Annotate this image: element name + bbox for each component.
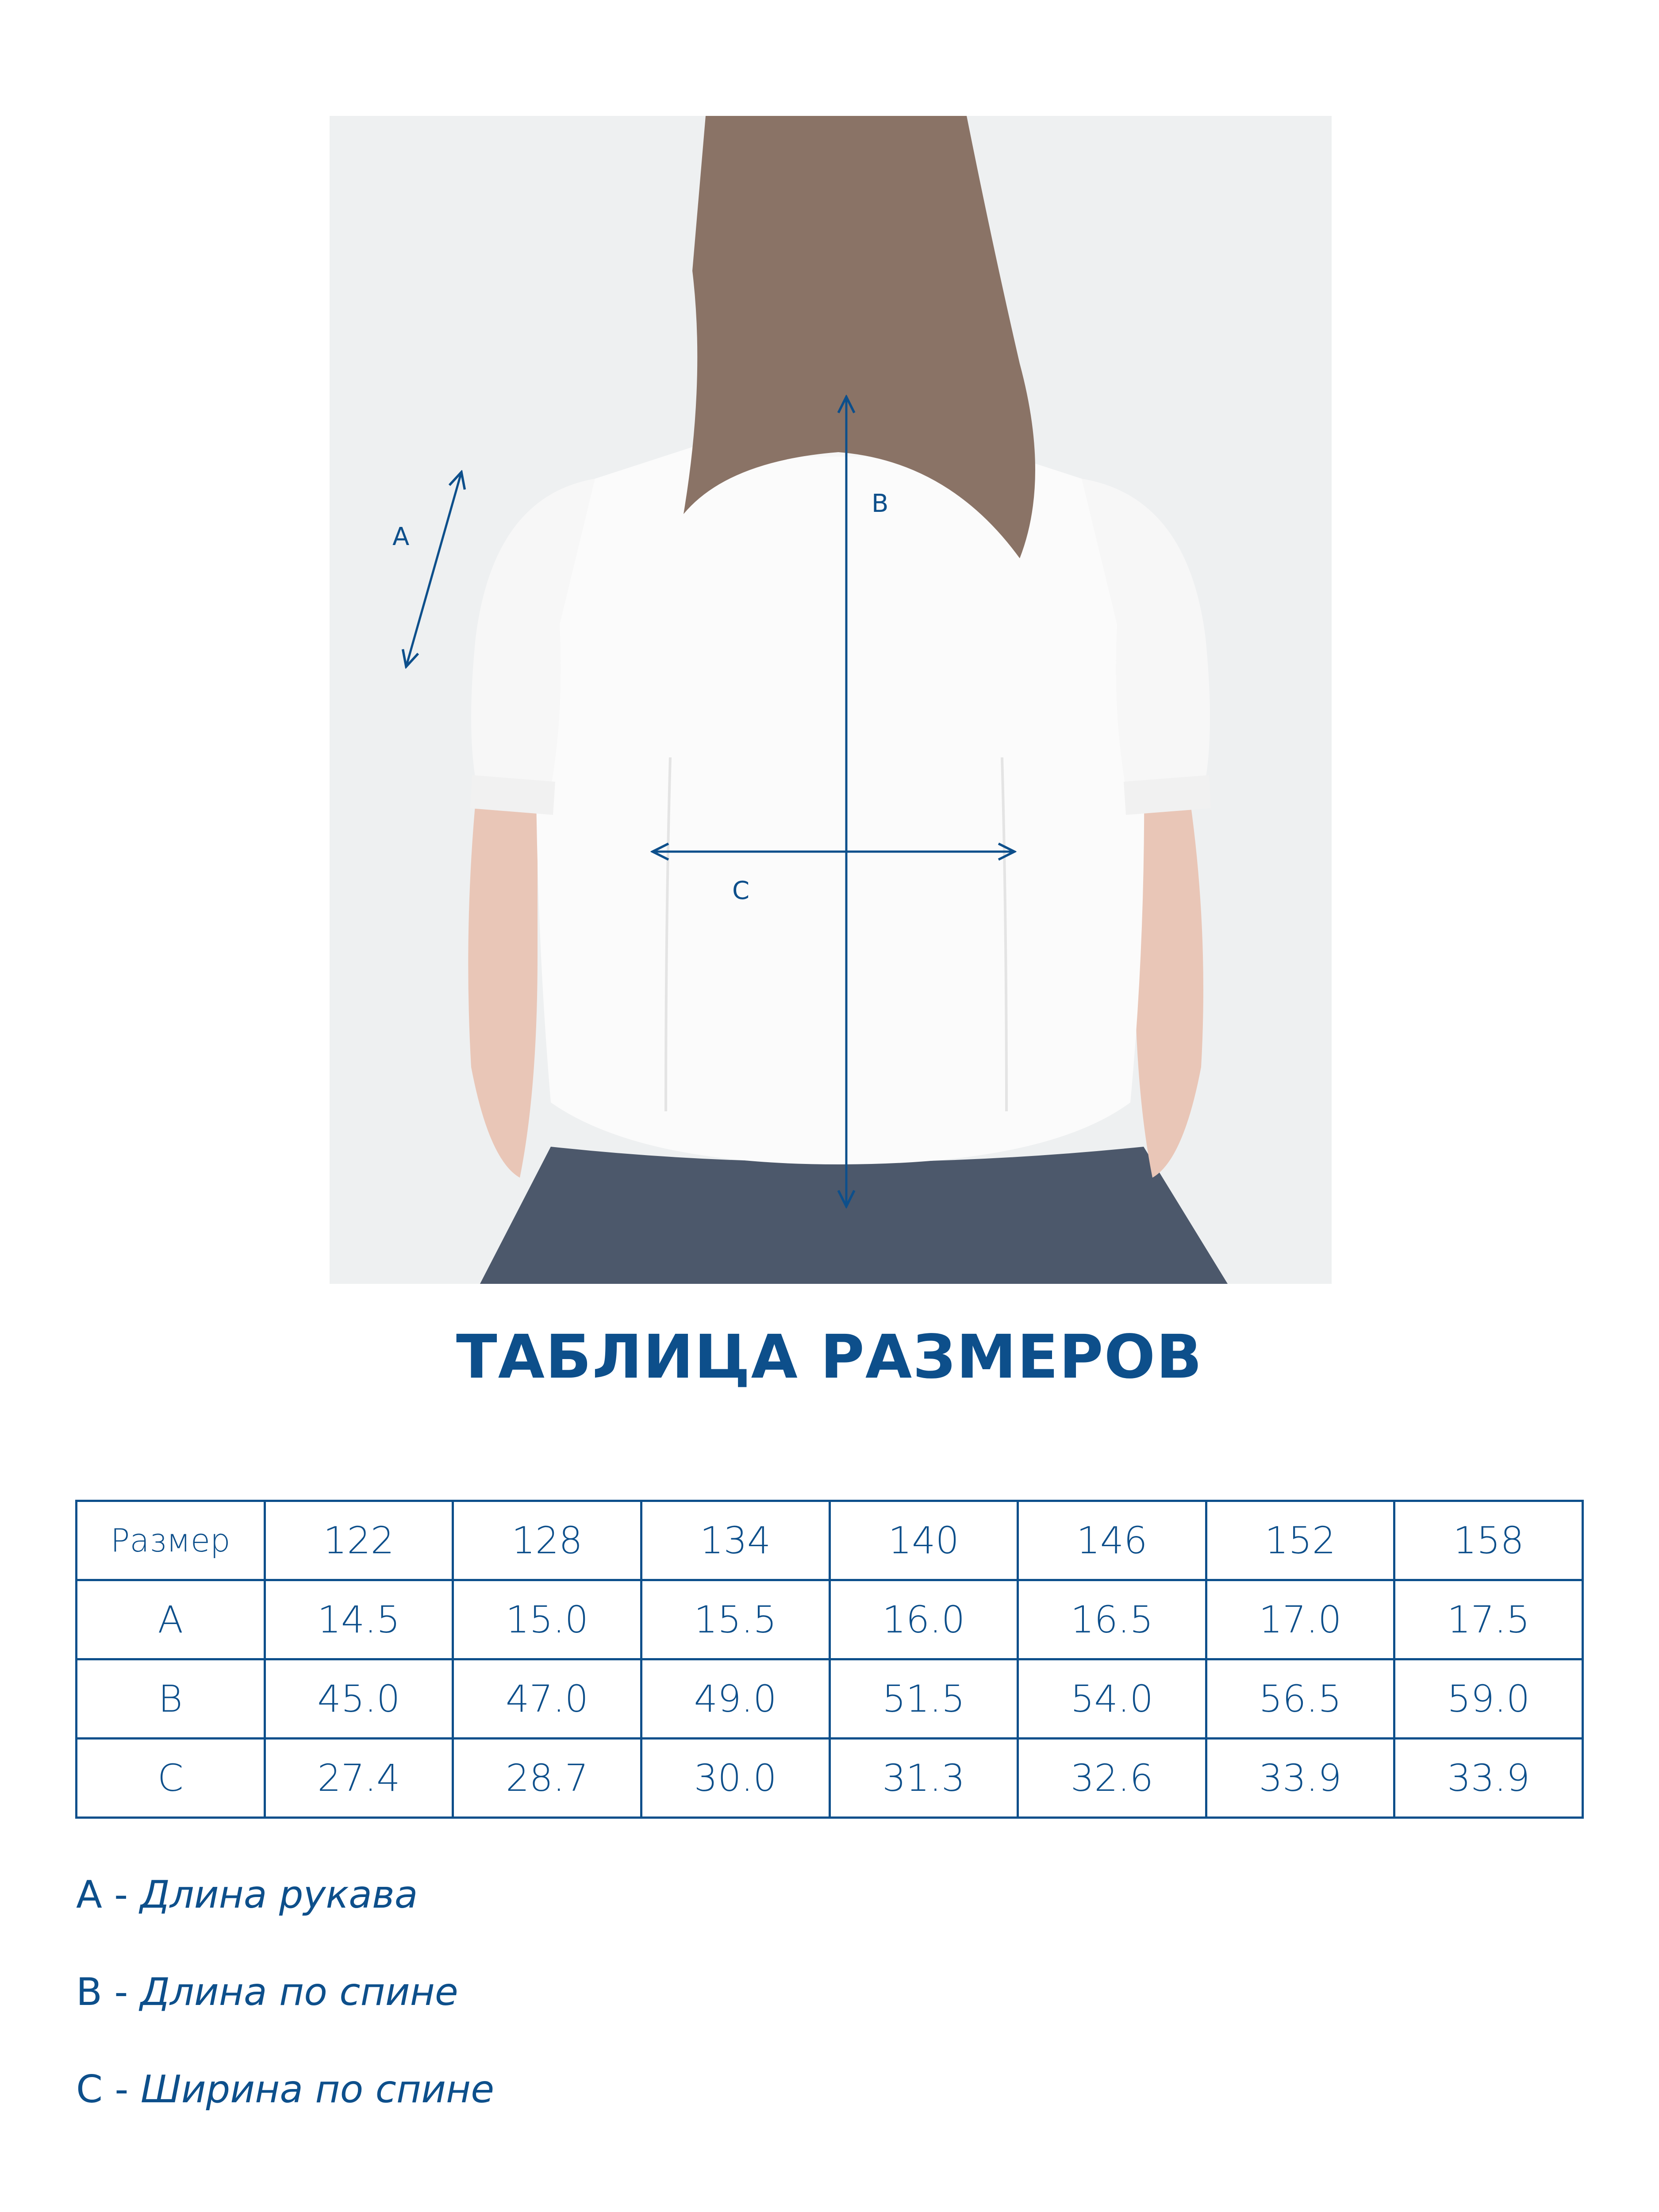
table-cell: 16.5 <box>1018 1580 1206 1659</box>
left-cuff <box>470 775 555 815</box>
table-cell: 17.0 <box>1206 1580 1394 1659</box>
table-cell: 33.9 <box>1394 1739 1583 1818</box>
table-cell: A <box>77 1580 265 1659</box>
left-arm <box>468 757 538 1178</box>
table-cell: 49.0 <box>641 1659 830 1739</box>
table-cell: C <box>77 1739 265 1818</box>
table-cell: 56.5 <box>1206 1659 1394 1739</box>
skirt <box>480 1147 1228 1284</box>
table-cell: 27.4 <box>265 1739 453 1818</box>
measure-arrow-a <box>406 472 461 667</box>
table-cell: 59.0 <box>1394 1659 1583 1739</box>
legend-description: Длина по спине <box>140 1970 458 2014</box>
table-cell: 140 <box>830 1501 1018 1580</box>
table-cell: 47.0 <box>453 1659 641 1739</box>
right-cuff <box>1124 775 1211 815</box>
page-title: ТАБЛИЦА РАЗМЕРОВ <box>456 1322 1203 1392</box>
table-cell: 45.0 <box>265 1659 453 1739</box>
table-cell: 15.0 <box>453 1580 641 1659</box>
right-arm <box>1135 757 1203 1178</box>
size-table <box>75 1500 1584 1819</box>
table-cell: 158 <box>1394 1501 1583 1580</box>
measure-label-a: A <box>392 522 410 551</box>
legend-description: Ширина по спине <box>140 2067 495 2112</box>
product-photo <box>330 116 1332 1284</box>
table-cell: 32.6 <box>1018 1739 1206 1818</box>
measure-label-c: C <box>732 876 750 905</box>
legend-letter: B <box>76 1970 102 2014</box>
legend-separator: - <box>103 2067 141 2112</box>
table-cell: 14.5 <box>265 1580 453 1659</box>
table-cell: 122 <box>265 1501 453 1580</box>
table-cell: 15.5 <box>641 1580 830 1659</box>
legend-description: Длина рукава <box>140 1873 418 1917</box>
legend-letter: A <box>76 1873 102 1917</box>
legend-letter: C <box>76 2067 103 2112</box>
table-cell: 146 <box>1018 1501 1206 1580</box>
legend-separator: - <box>102 1873 140 1917</box>
table-cell: 33.9 <box>1206 1739 1394 1818</box>
table-cell: 28.7 <box>453 1739 641 1818</box>
table-row <box>77 1659 1583 1739</box>
legend-item-a <box>76 1873 418 1917</box>
table-cell: 51.5 <box>830 1659 1018 1739</box>
measure-label-b: B <box>872 489 889 518</box>
shirt-body <box>536 421 1144 1164</box>
table-cell: 31.3 <box>830 1739 1018 1818</box>
table-row <box>77 1580 1583 1659</box>
table-cell: 54.0 <box>1018 1659 1206 1739</box>
table-header-row <box>77 1501 1583 1580</box>
table-row <box>77 1739 1583 1818</box>
table-cell: 16.0 <box>830 1580 1018 1659</box>
table-cell: 128 <box>453 1501 641 1580</box>
shirt-back-illustration <box>330 116 1332 1284</box>
table-cell: 152 <box>1206 1501 1394 1580</box>
table-cell: 134 <box>641 1501 830 1580</box>
legend-item-c <box>76 2067 495 2112</box>
table-cell: 30.0 <box>641 1739 830 1818</box>
table-cell: 17.5 <box>1394 1580 1583 1659</box>
table-cell: Размер <box>77 1501 265 1580</box>
legend-separator: - <box>102 1970 140 2014</box>
legend-item-b <box>76 1970 458 2014</box>
table-cell: B <box>77 1659 265 1739</box>
